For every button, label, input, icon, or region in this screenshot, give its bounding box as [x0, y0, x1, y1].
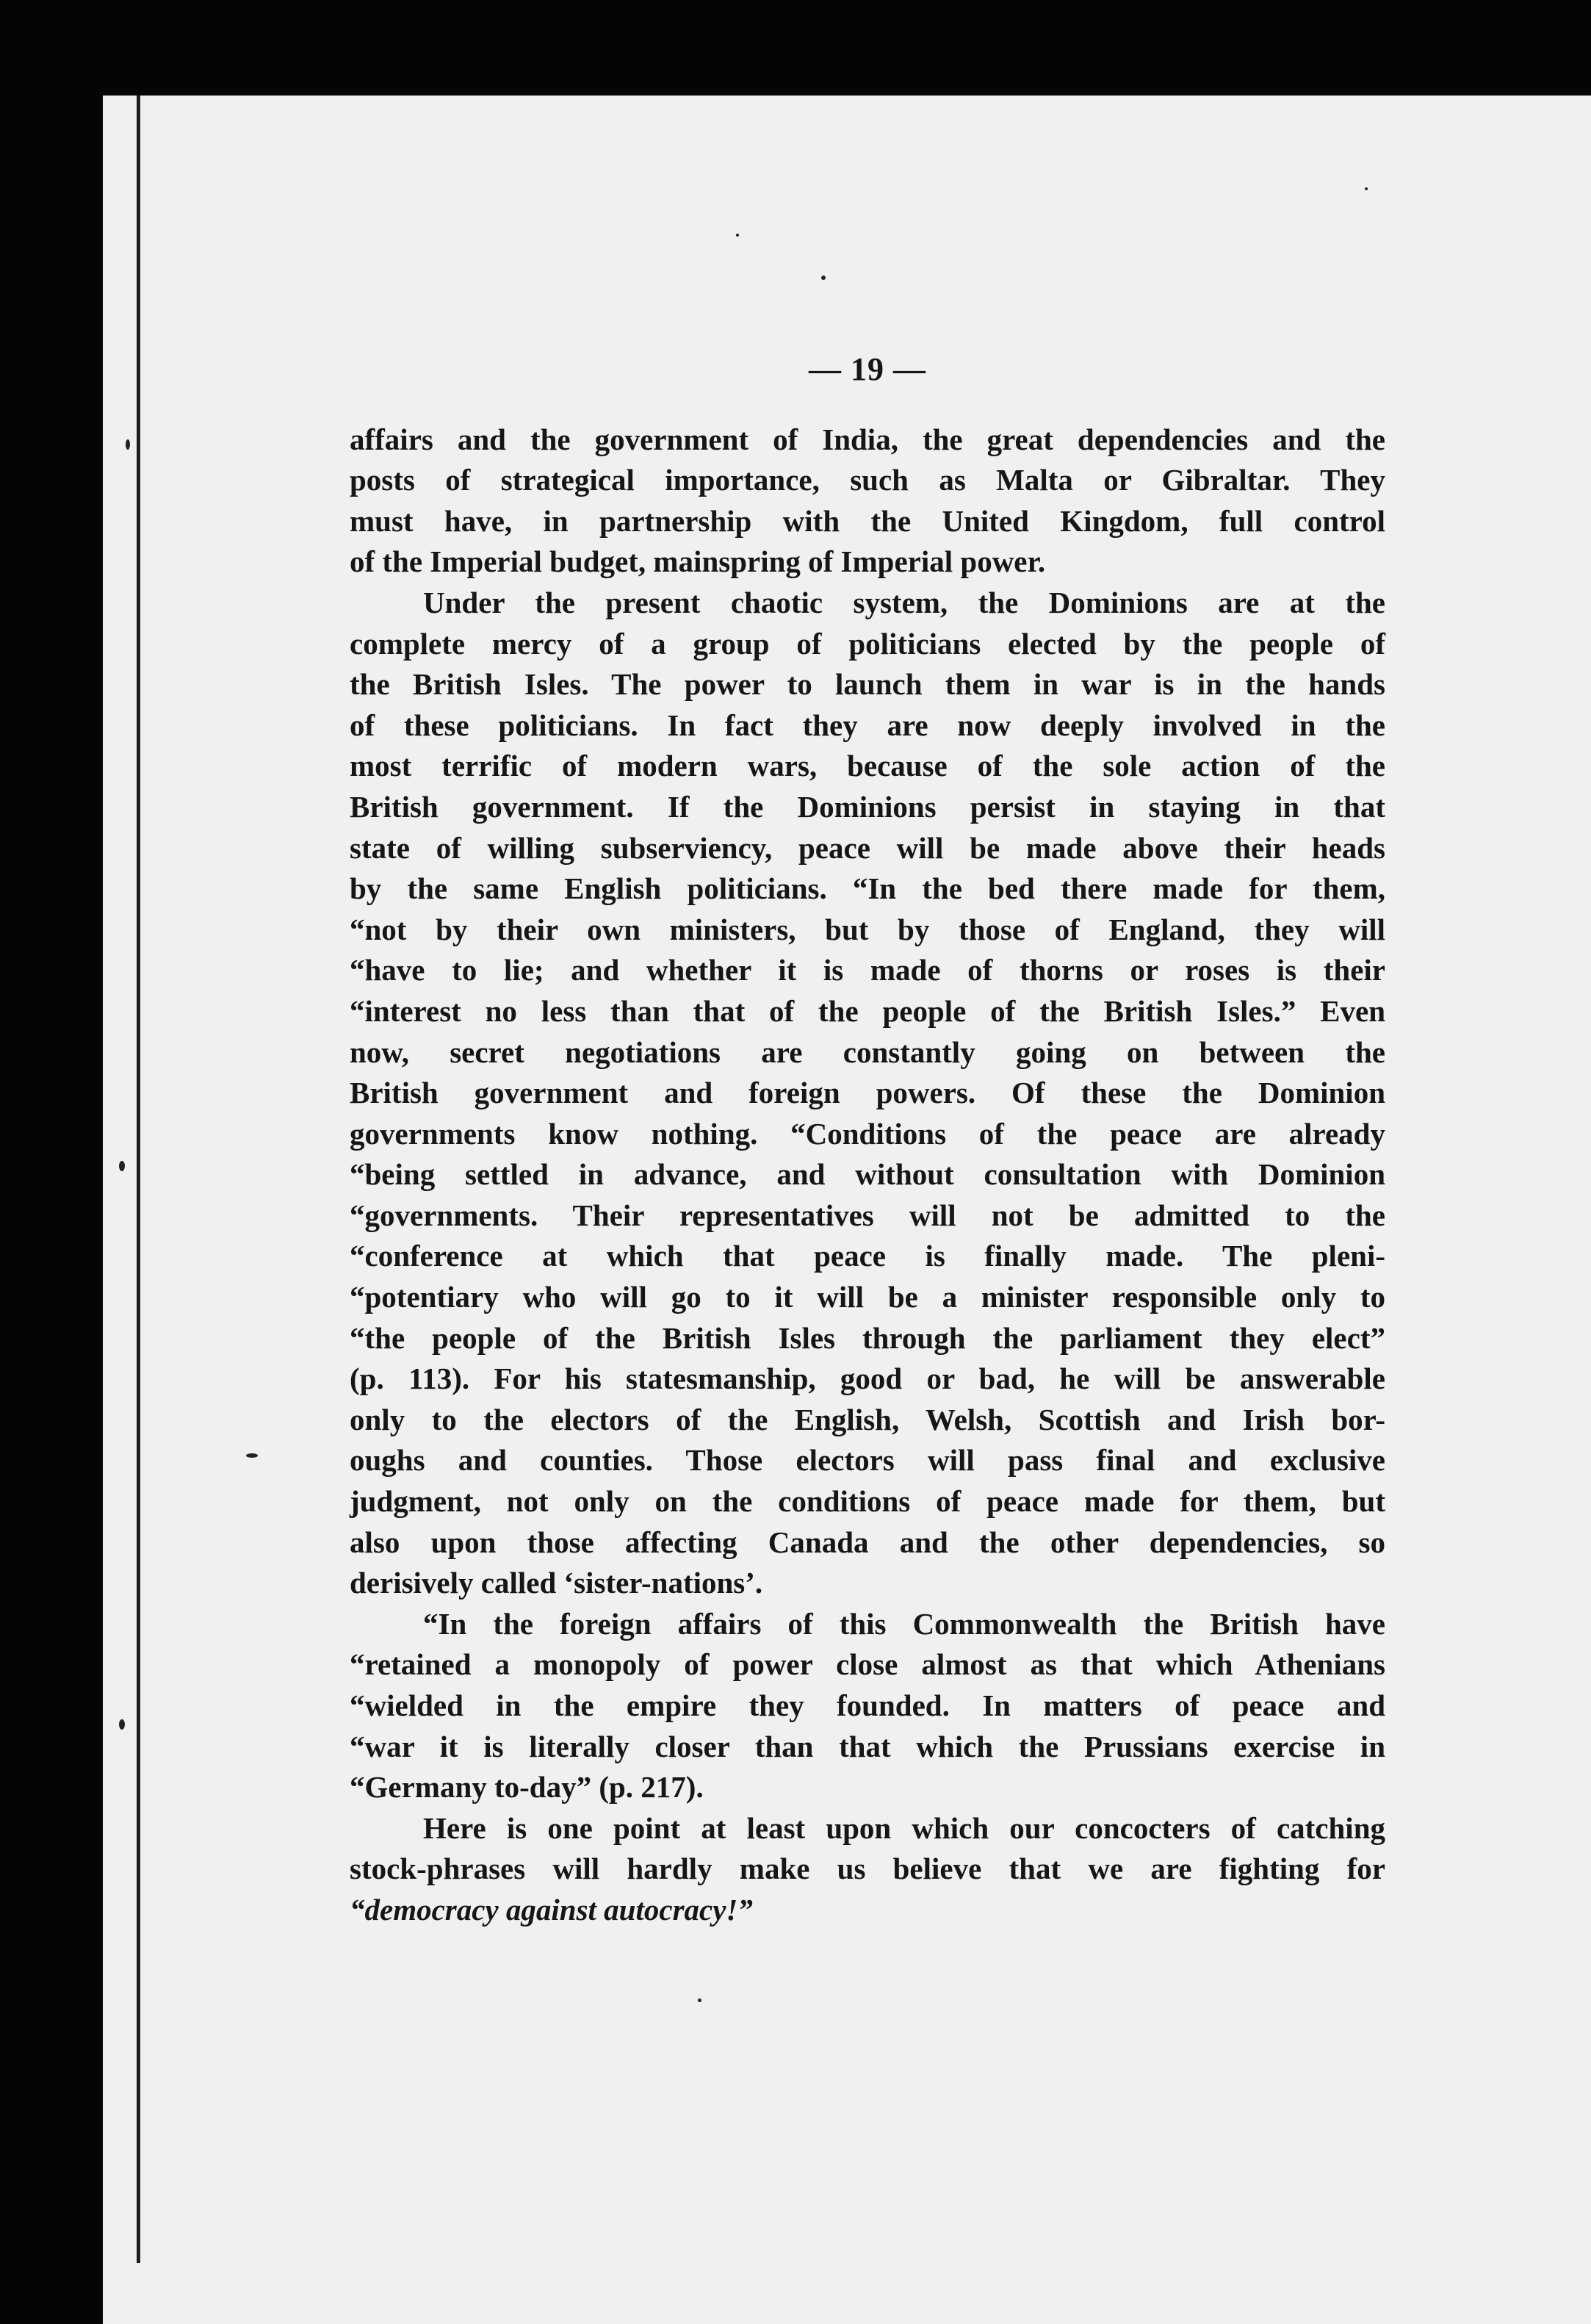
text-line: by the same English politicians. “In the bed there made for them,: [350, 871, 1385, 906]
text-line: British government and foreign powers. Of these the Dominion: [350, 1076, 1385, 1110]
body-text: [350, 349, 1385, 1931]
text-line: “potentiary who will go to it will be a minister responsible only to: [350, 1280, 1385, 1314]
paragraph: [350, 583, 1385, 1604]
text-line: “have to lie; and whether it is made of thorns or roses is their: [350, 953, 1385, 987]
text-line: state of willing subserviency, peace will be made above their heads: [350, 830, 1385, 865]
page-number: — 19 —: [809, 351, 926, 387]
text-line: must have, in partnership with the United Kingdom, full control: [350, 503, 1385, 538]
text-line: of the Imperial budget, mainspring of Imperial power.: [350, 544, 1046, 579]
text-line: “being settled in advance, and without consultation with Dominion: [350, 1157, 1385, 1192]
text-line: now, secret negotiations are constantly going on between the: [350, 1035, 1385, 1069]
text-line: “interest no less than that of the people of the British Isles.” Even: [350, 993, 1385, 1028]
text-line: also upon those affecting Canada and the other dependencies, so: [350, 1525, 1385, 1559]
text-line: “In the foreign affairs of this Commonwealth the British have: [423, 1606, 1385, 1641]
text-line: “governments. Their representatives will not be admitted to the: [350, 1198, 1385, 1232]
text-line: (p. 113). For his statesmanship, good or bad, he will be answerable: [350, 1361, 1385, 1396]
paragraph: [350, 1808, 1385, 1931]
text-line: the British Isles. The power to launch them in war is in the hands: [350, 667, 1385, 702]
text-line: “wielded in the empire they founded. In matters of peace and: [350, 1688, 1385, 1722]
text-line: governments know nothing. “Conditions of the peace are already: [350, 1116, 1385, 1151]
text-line: judgment, not only on the conditions of peace made for them, but: [350, 1484, 1385, 1519]
text-line: only to the electors of the English, Welsh, Scottish and Irish bor-: [350, 1402, 1385, 1436]
text-line: of these politicians. In fact they are now deeply involved in the: [350, 708, 1385, 742]
text-line: “democracy against autocracy!”: [350, 1892, 753, 1927]
text-line: posts of strategical importance, such as Malta or Gibraltar. They: [350, 463, 1385, 497]
text-line: “not by their own ministers, but by those of England, they will: [350, 912, 1385, 946]
text-line: affairs and the government of India, the great dependencies and the: [350, 422, 1385, 456]
text-line: oughs and counties. Those electors will pass final and exclusive: [350, 1443, 1385, 1478]
text-line: “the people of the British Isles through the parliament they elect”: [350, 1320, 1385, 1355]
text-line: “conference at which that peace is finally made. The pleni-: [350, 1239, 1385, 1273]
text-line: stock-phrases will hardly make us believe that we are fighting for: [350, 1852, 1385, 1886]
text-line: “Germany to-day” (p. 217).: [350, 1770, 704, 1805]
text-line: most terrific of modern wars, because of the sole action of the: [350, 749, 1385, 783]
binding-edge: [137, 96, 140, 2263]
text-line: “retained a monopoly of power close almost as that which Athenians: [350, 1647, 1385, 1682]
paragraph: [350, 420, 1385, 583]
text-line: British government. If the Dominions persist in staying in that: [350, 789, 1385, 824]
text-line: Here is one point at least upon which our concocters of catching: [423, 1810, 1385, 1845]
text-line: Under the present chaotic system, the Dominions are at the: [423, 585, 1385, 619]
text-line: complete mercy of a group of politicians elected by the people of: [350, 626, 1385, 661]
paragraph: [350, 1604, 1385, 1808]
text-line: derisively called ‘sister-nations’.: [350, 1566, 763, 1600]
text-line: “war it is literally closer than that which the Prussians exercise in: [350, 1729, 1385, 1763]
